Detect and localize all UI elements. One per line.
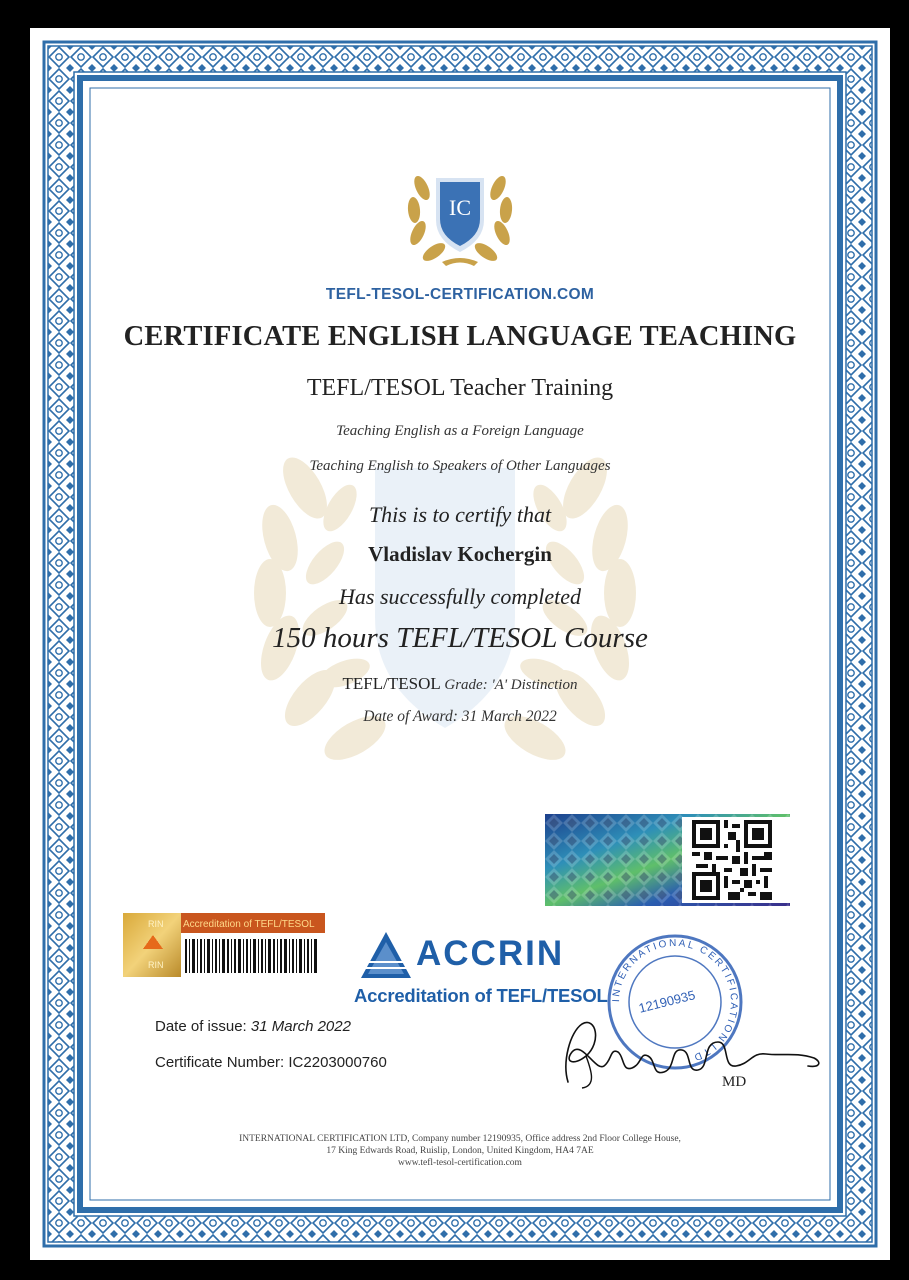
tefl-meaning: Teaching English as a Foreign Language	[336, 423, 584, 439]
certificate-number-line	[155, 1054, 387, 1071]
certificate-number-value: IC2203000760	[288, 1054, 387, 1071]
grade-text: Grade: 'A' Distinction	[444, 677, 578, 693]
logo-letters: IC	[449, 195, 471, 220]
footer	[30, 1133, 890, 1169]
grade-prefix: TEFL/TESOL	[342, 674, 441, 693]
issue-date-value: 31 March 2022	[250, 1018, 351, 1035]
accrin-name: ACCRIN	[416, 934, 565, 973]
certificate-page	[30, 28, 890, 1260]
sticker-side-text-bottom: RIN	[148, 960, 164, 970]
footer-line-1: INTERNATIONAL CERTIFICATION LTD, Company number 12190935, Office address 2nd Floor College House,	[239, 1134, 681, 1144]
issue-date-line	[155, 1018, 351, 1035]
footer-line-3: www.tefl-tesol-certification.com	[398, 1158, 522, 1168]
completed-text: Has successfully completed	[339, 584, 581, 609]
tesol-meaning: Teaching English to Speakers of Other Languages	[309, 458, 611, 474]
sticker-label: Accreditation of TEFL/TESOL	[183, 919, 315, 930]
certificate-title: CERTIFICATE ENGLISH LANGUAGE TEACHING	[123, 321, 797, 352]
certify-text: This is to certify that	[368, 502, 552, 527]
certificate-number-label: Certificate Number:	[155, 1054, 285, 1071]
signature	[552, 1012, 832, 1092]
footer-line-2: 17 King Edwards Road, Ruislip, London, United Kingdom, HA4 7AE	[326, 1146, 594, 1156]
qr-code	[692, 820, 772, 900]
stamp-number: 12190935	[637, 987, 697, 1016]
issue-date-label: Date of issue:	[155, 1018, 247, 1035]
accrin-logo-icon	[361, 932, 411, 980]
award-date: Date of Award: 31 March 2022	[363, 708, 557, 725]
sticker-side-text-top: RIN	[148, 919, 164, 929]
signatory-title: MD	[722, 1074, 747, 1090]
website-label: TEFL-TESOL-CERTIFICATION.COM	[325, 286, 595, 303]
recipient-name: Vladislav Kochergin	[368, 542, 552, 566]
grade-line	[30, 674, 890, 694]
accrin-tagline: Accreditation of TEFL/TESOL	[354, 985, 608, 1006]
course-name: 150 hours TEFL/TESOL Course	[272, 622, 648, 654]
certificate-subtitle: TEFL/TESOL Teacher Training	[306, 375, 614, 401]
stamp-ring-text: INTERNATIONAL CERTIFICATION LTD	[610, 937, 740, 1064]
